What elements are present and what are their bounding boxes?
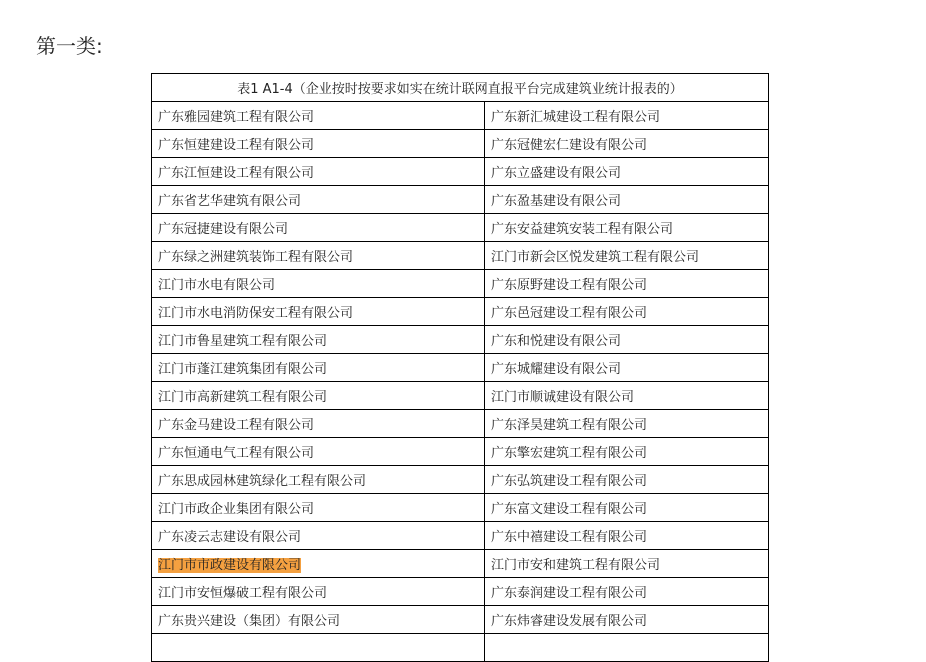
company-cell-left [152,102,485,130]
company-cell-right [485,242,769,270]
company-cell-right [485,606,769,634]
table-row [152,382,769,410]
company-cell-left [152,326,485,354]
table-row [152,494,769,522]
company-cell-left [152,522,485,550]
company-cell-right [485,298,769,326]
company-name: 江门市政企业集团有限公司 [158,502,315,517]
table-caption: 表1 A1-4（企业按时按要求如实在统计联网直报平台完成建筑业统计报表的） [152,74,769,102]
company-cell-right [485,438,769,466]
company-table [151,73,769,662]
company-cell-left [152,270,485,298]
company-name: 广东泰润建设工程有限公司 [491,586,648,601]
company-name: 广东炜睿建设发展有限公司 [491,614,648,629]
company-name: 广东和悦建设有限公司 [491,334,622,349]
company-name: 广东冠健宏仁建设有限公司 [491,138,648,153]
table-row [152,634,769,662]
company-cell-right [485,158,769,186]
company-cell-right [485,382,769,410]
company-name: 广东安益建筑安装工程有限公司 [491,222,674,237]
table-row [152,354,769,382]
company-cell-left [152,550,485,578]
company-cell-right [485,130,769,158]
table-row [152,242,769,270]
company-cell-right [485,578,769,606]
company-name: 江门市安恒爆破工程有限公司 [158,586,328,601]
company-cell-right [485,550,769,578]
company-name: 广东弘筑建设工程有限公司 [491,474,648,489]
table-row [152,158,769,186]
company-name: 广东富文建设工程有限公司 [491,502,648,517]
table-row [152,522,769,550]
company-cell-left [152,158,485,186]
company-name: 江门市鲁星建筑工程有限公司 [158,334,328,349]
company-cell-left [152,298,485,326]
company-cell-left [152,354,485,382]
company-name: 江门市高新建筑工程有限公司 [158,390,328,405]
company-name: 广东新汇城建设工程有限公司 [491,110,661,125]
table-row [152,102,769,130]
company-cell-right [485,354,769,382]
company-name: 广东雅园建筑工程有限公司 [158,110,315,125]
company-cell-right [485,494,769,522]
company-cell-right [485,270,769,298]
company-name: 广东思成园林建筑绿化工程有限公司 [158,474,367,489]
company-cell-right [485,410,769,438]
table-row [152,438,769,466]
company-cell-right [485,466,769,494]
table-row [152,606,769,634]
company-cell-right [485,102,769,130]
company-cell-left [152,214,485,242]
company-name: 广东绿之洲建筑装饰工程有限公司 [158,250,354,265]
company-name: 江门市安和建筑工程有限公司 [491,558,661,573]
company-cell-left [152,410,485,438]
table-row [152,410,769,438]
table-row [152,186,769,214]
company-name: 江门市水电有限公司 [158,278,276,293]
company-cell-right [485,214,769,242]
company-cell-right [485,186,769,214]
company-cell-right [485,634,769,662]
company-cell-left [152,382,485,410]
company-name: 广东立盛建设有限公司 [491,166,622,181]
company-name: 广东凌云志建设有限公司 [158,530,302,545]
company-name: 广东金马建设工程有限公司 [158,418,315,433]
company-name: 广东贵兴建设（集团）有限公司 [158,614,341,629]
company-cell-left [152,186,485,214]
section-heading: 第一类: [36,34,103,58]
company-cell-left [152,634,485,662]
table-caption-row [152,74,769,102]
company-cell-left [152,606,485,634]
company-cell-left [152,466,485,494]
company-cell-left [152,494,485,522]
highlighted-company-name: 江门市市政建设有限公司 [158,558,302,573]
table-row [152,466,769,494]
table-row [152,214,769,242]
company-name: 广东城耀建设有限公司 [491,362,622,377]
company-name: 广东省艺华建筑有限公司 [158,194,302,209]
company-name: 广东冠捷建设有限公司 [158,222,289,237]
company-name: 广东原野建设工程有限公司 [491,278,648,293]
company-cell-left [152,578,485,606]
table-row [152,550,769,578]
company-name: 广东擎宏建筑工程有限公司 [491,446,648,461]
company-name: 江门市顺诚建设有限公司 [491,390,635,405]
company-cell-right [485,326,769,354]
table-row [152,578,769,606]
company-name: 广东恒通电气工程有限公司 [158,446,315,461]
company-name: 广东中禧建设工程有限公司 [491,530,648,545]
company-name: 广东恒建建设工程有限公司 [158,138,315,153]
company-cell-left [152,438,485,466]
company-name: 广东泽昊建筑工程有限公司 [491,418,648,433]
table-row [152,270,769,298]
company-name: 广东盈基建设有限公司 [491,194,622,209]
table-row [152,130,769,158]
table-row [152,326,769,354]
company-name: 广东邑冠建设工程有限公司 [491,306,648,321]
company-name: 江门市蓬江建筑集团有限公司 [158,362,328,377]
company-cell-right [485,522,769,550]
company-name: 广东江恒建设工程有限公司 [158,166,315,181]
company-cell-left [152,242,485,270]
table-row [152,298,769,326]
company-name: 江门市新会区悦发建筑工程有限公司 [491,250,700,265]
company-cell-left [152,130,485,158]
company-name: 江门市水电消防保安工程有限公司 [158,306,354,321]
